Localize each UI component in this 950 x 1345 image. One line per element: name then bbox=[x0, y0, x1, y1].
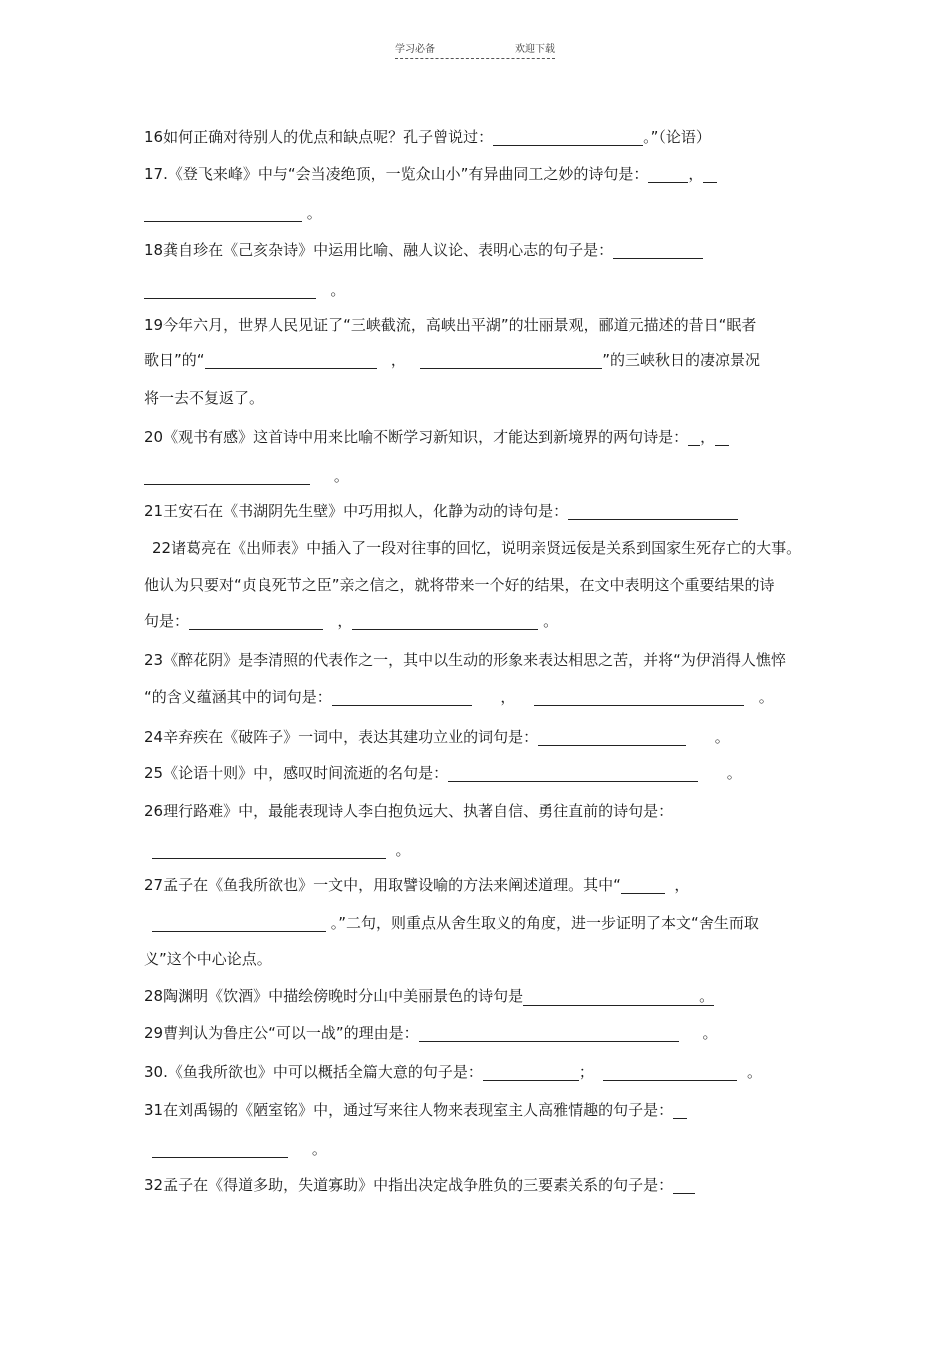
question-31: 31在刘禹锡的《陋室铭》中，通过写来往人物来表现室主人高雅情趣的句子是： bbox=[144, 1101, 687, 1119]
answer-blank[interactable] bbox=[332, 689, 472, 706]
question-18-cont: 。 bbox=[144, 281, 345, 299]
header-right: 欢迎下载 bbox=[515, 44, 555, 55]
question-23: 23《醉花阴》是李清照的代表作之一，其中以生动的形象来表达相思之苦，并将“为伊消得人憔悴 bbox=[144, 651, 786, 669]
answer-blank[interactable] bbox=[703, 166, 717, 183]
answer-blank[interactable] bbox=[568, 503, 738, 520]
question-17-cont: 。 bbox=[144, 204, 322, 222]
answer-blank[interactable] bbox=[648, 166, 688, 183]
page-header bbox=[395, 40, 555, 59]
question-23-cont: “的含义蕴涵其中的词句是： ， 。 bbox=[144, 688, 774, 706]
answer-blank[interactable] bbox=[673, 1102, 687, 1119]
question-20-cont: 。 bbox=[144, 467, 349, 485]
question-19-end: 将一去不复返了。 bbox=[144, 389, 265, 407]
answer-blank[interactable] bbox=[352, 613, 538, 630]
question-22: 22诸葛亮在《出师表》中插入了一段对往事的回忆，说明亲贤远佞是关系到国家生死存亡的大事。 bbox=[152, 539, 802, 557]
question-30: 30.《鱼我所欲也》中可以概括全篇大意的句子是： ； 。 bbox=[144, 1063, 762, 1081]
answer-blank[interactable] bbox=[205, 352, 377, 369]
question-31-cont: 。 bbox=[152, 1140, 327, 1158]
header-left: 学习必备 bbox=[395, 44, 435, 55]
question-25: 25《论语十则》中，感叹时间流逝的名句是： 。 bbox=[144, 764, 742, 782]
question-28: 28陶渊明《饮酒》中描绘傍晚时分山中美丽景色的诗句是 。 bbox=[144, 987, 715, 1005]
answer-blank[interactable] bbox=[538, 729, 686, 746]
answer-blank[interactable] bbox=[688, 429, 700, 446]
answer-blank[interactable] bbox=[420, 352, 602, 369]
question-19: 19今年六月，世界人民见证了“三峡截流，高峡出平湖”的壮丽景观，郦道元描述的昔日“眠者 bbox=[144, 316, 757, 334]
question-19-cont: 歌日”的“ ， ”的三峡秋日的凄凉景况 bbox=[144, 351, 760, 369]
answer-blank[interactable] bbox=[144, 282, 316, 299]
question-32: 32孟子在《得道多助，失道寡助》中指出决定战争胜负的三要素关系的句子是： bbox=[144, 1176, 695, 1194]
answer-blank[interactable] bbox=[673, 1177, 695, 1194]
question-20: 20《观书有感》这首诗中用来比喻不断学习新知识，才能达到新境界的两句诗是： ， bbox=[144, 428, 729, 446]
question-29: 29曹判认为鲁庄公“可以一战”的理由是： 。 bbox=[144, 1024, 718, 1042]
answer-blank[interactable] bbox=[715, 429, 729, 446]
answer-blank[interactable] bbox=[613, 242, 703, 259]
question-22-end: 句是： ， 。 bbox=[144, 612, 559, 630]
answer-blank[interactable] bbox=[534, 689, 744, 706]
answer-blank[interactable] bbox=[152, 842, 386, 859]
answer-blank[interactable] bbox=[189, 613, 323, 630]
question-26-cont: 。 bbox=[152, 841, 411, 859]
answer-blank[interactable] bbox=[621, 877, 665, 894]
answer-blank[interactable] bbox=[152, 915, 326, 932]
answer-blank[interactable] bbox=[483, 1064, 579, 1081]
answer-blank[interactable] bbox=[603, 1064, 737, 1081]
question-24: 24辛弃疾在《破阵子》一词中，表达其建功立业的词句是： 。 bbox=[144, 728, 730, 746]
question-21: 21王安石在《书湖阴先生壁》中巧用拟人，化静为动的诗句是： bbox=[144, 502, 738, 520]
answer-blank[interactable] bbox=[152, 1141, 288, 1158]
question-17: 17.《登飞来峰》中与“会当凌绝顶，一览众山小”有异曲同工之妙的诗句是： ， bbox=[144, 165, 717, 183]
answer-blank[interactable] bbox=[144, 468, 310, 485]
answer-blank[interactable] bbox=[493, 129, 643, 146]
question-27-end: 义”这个中心论点。 bbox=[144, 950, 272, 968]
answer-blank[interactable] bbox=[144, 205, 302, 222]
question-27: 27孟子在《鱼我所欲也》一文中，用取譬设喻的方法来阐述道理。其中“ ， bbox=[144, 876, 690, 894]
answer-blank[interactable] bbox=[523, 989, 699, 1006]
question-27-cont: 。”二句，则重点从舍生取义的角度，进一步证明了本文“舍生而取 bbox=[152, 914, 759, 932]
question-18: 18龚自珍在《己亥杂诗》中运用比喻、融人议论、表明心志的句子是： bbox=[144, 241, 703, 259]
answer-blank[interactable] bbox=[448, 765, 698, 782]
question-26: 26理行路难》中，最能表现诗人李白抱负远大、执著自信、勇往直前的诗句是： bbox=[144, 802, 674, 820]
question-22-cont: 他认为只要对“贞良死节之臣”亲之信之，就将带来一个好的结果，在文中表明这个重要结果的诗 bbox=[144, 576, 775, 594]
answer-blank[interactable] bbox=[419, 1025, 679, 1042]
question-16: 16如何正确对待别人的优点和缺点呢？孔子曾说过： 。”（论语） bbox=[144, 128, 711, 146]
